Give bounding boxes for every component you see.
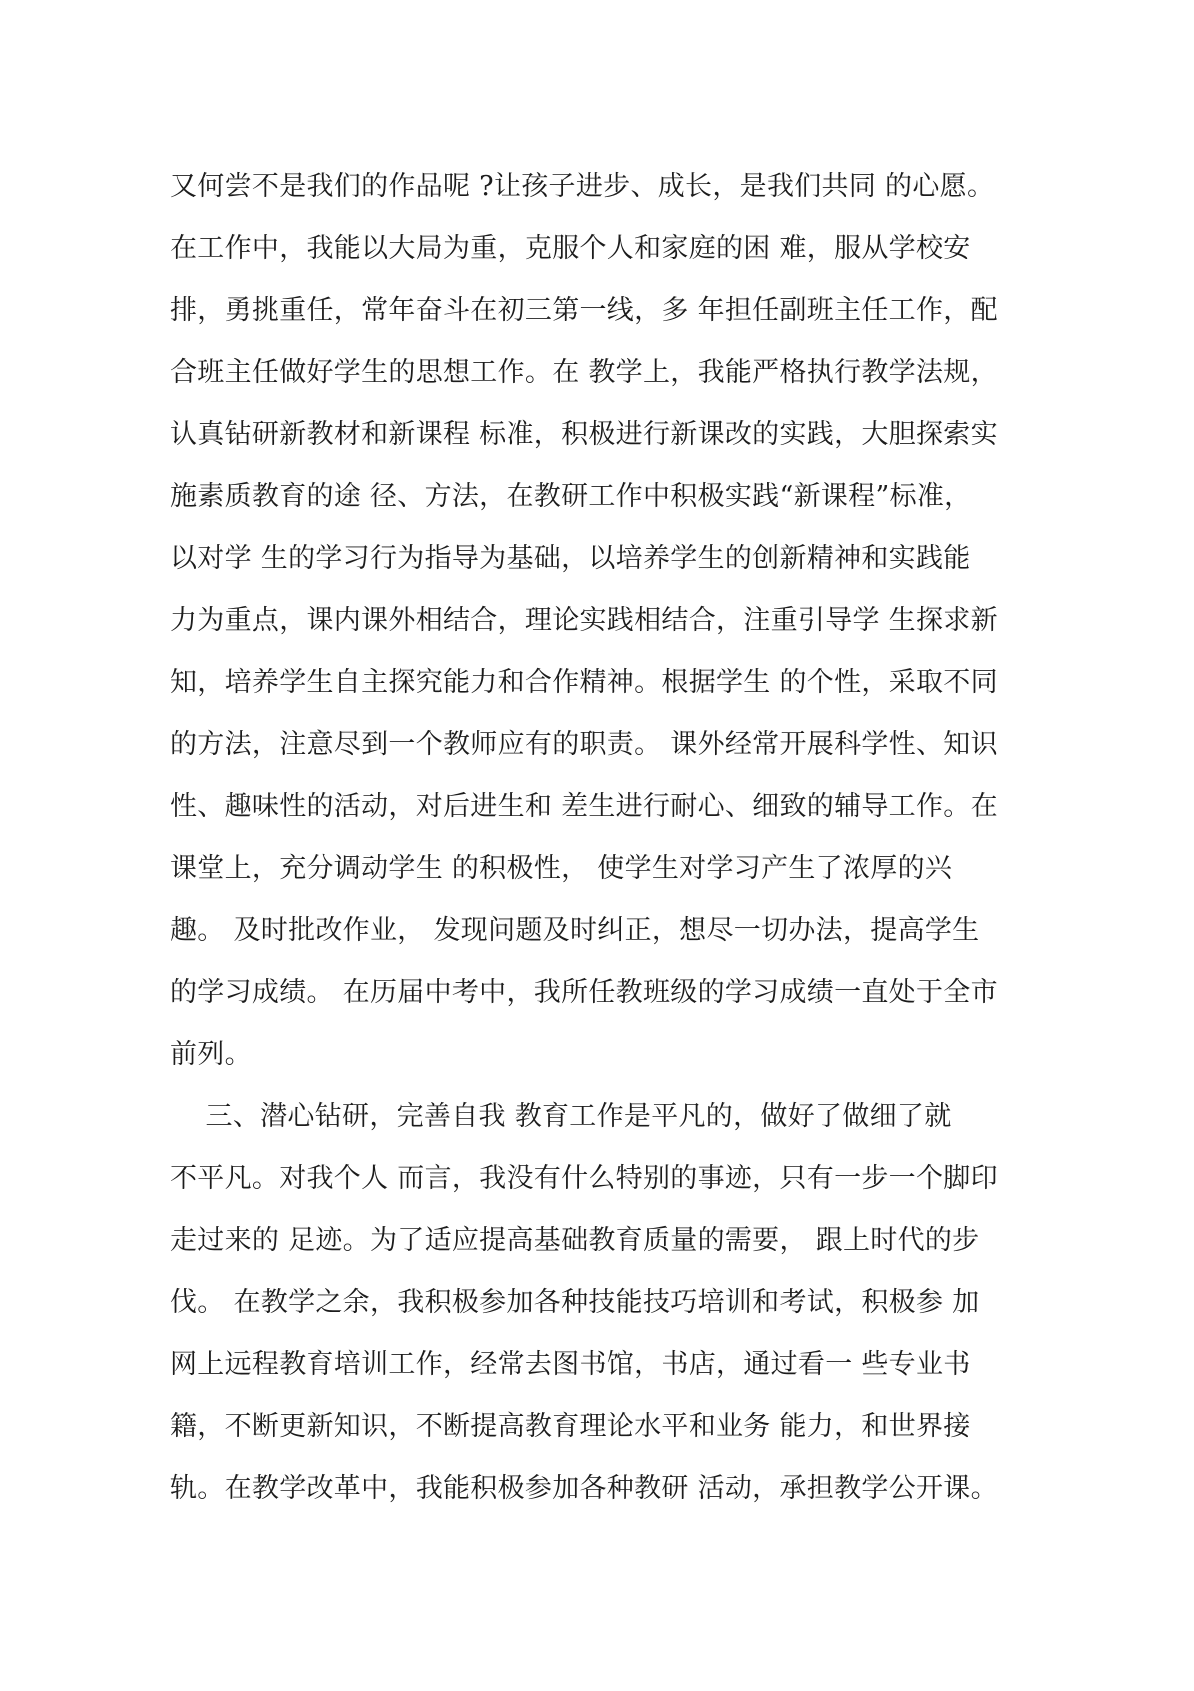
text-line: 排，勇挑重任，常年奋斗在初三第一线，多 年担任副班主任工作，配	[170, 295, 998, 326]
text-line: 不平凡。对我个人 而言，我没有什么特别的事迹，只有一步一个脚印	[170, 1163, 998, 1194]
text-line: 又何尝不是我们的作品呢 ?让孩子进步、成长，是我们共同 的心愿。	[170, 171, 995, 202]
text-line: 以对学 生的学习行为指导为基础，以培养学生的创新精神和实践能	[170, 543, 971, 574]
paragraph-1	[170, 156, 1050, 1086]
text-line: 课堂上，充分调动学生 的积极性， 使学生对学习产生了浓厚的兴	[170, 853, 953, 884]
text-line: 前列。	[170, 1039, 252, 1070]
text-line: 在工作中，我能以大局为重，克服个人和家庭的困 难，服从学校安	[170, 233, 971, 264]
text-line: 施素质教育的途 径、方法，在教研工作中积极实践“新课程”标准，	[170, 481, 972, 512]
text-line: 走过来的 足迹。为了适应提高基础教育质量的需要， 跟上时代的步	[170, 1225, 980, 1256]
body-text	[170, 156, 1050, 1520]
text-line: 力为重点，课内课外相结合，理论实践相结合，注重引导学 生探求新	[170, 605, 998, 636]
paragraph-2	[170, 1086, 1050, 1520]
text-line: 轨。在教学改革中，我能积极参加各种教研 活动，承担教学公开课。	[170, 1473, 998, 1504]
text-line: 三、潜心钻研，完善自我 教育工作是平凡的，做好了做细了就	[170, 1101, 952, 1132]
text-line: 网上远程教育培训工作，经常去图书馆，书店，通过看一 些专业书	[170, 1349, 971, 1380]
text-line: 知，培养学生自主探究能力和合作精神。根据学生 的个性，采取不同	[170, 667, 998, 698]
text-line: 合班主任做好学生的思想工作。在 教学上，我能严格执行教学法规，	[170, 357, 998, 388]
text-line: 的学习成绩。 在历届中考中，我所任教班级的学习成绩一直处于全市	[170, 977, 998, 1008]
text-line: 的方法，注意尽到一个教师应有的职责。 课外经常开展科学性、知识	[170, 729, 998, 760]
text-line: 认真钻研新教材和新课程 标准，积极进行新课改的实践，大胆探索实	[170, 419, 998, 450]
text-line: 性、趣味性的活动，对后进生和 差生进行耐心、细致的辅导工作。在	[170, 791, 998, 822]
text-line: 伐。 在教学之余，我积极参加各种技能技巧培训和考试，积极参 加	[170, 1287, 980, 1318]
text-line: 籍，不断更新知识，不断提高教育理论水平和业务 能力，和世界接	[170, 1411, 971, 1442]
text-line: 趣。 及时批改作业， 发现问题及时纠正，想尽一切办法，提高学生	[170, 915, 980, 946]
